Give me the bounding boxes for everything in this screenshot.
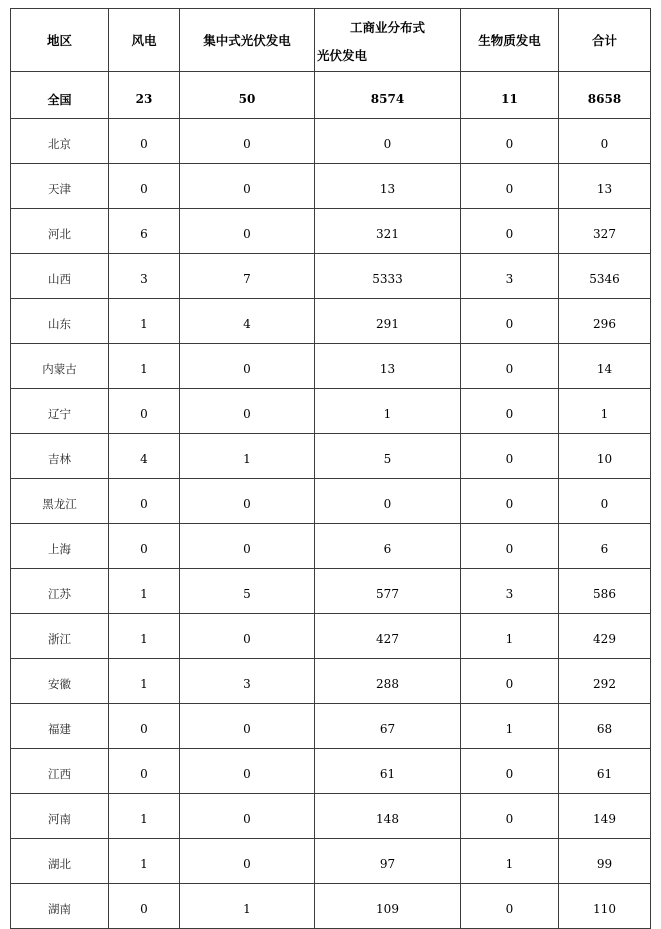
cell-wind: 1 (109, 299, 180, 344)
cell-central-pv: 0 (180, 164, 315, 209)
cell-wind: 0 (109, 524, 180, 569)
cell-biomass: 0 (461, 479, 559, 524)
cell-biomass: 0 (461, 389, 559, 434)
cell-distributed-pv: 5333 (315, 254, 461, 299)
cell-region: 吉林 (11, 434, 109, 479)
cell-biomass: 3 (461, 254, 559, 299)
table-row (11, 524, 651, 569)
cell-distributed-pv: 13 (315, 164, 461, 209)
table-row (11, 389, 651, 434)
cell-region: 河南 (11, 794, 109, 839)
cell-wind: 0 (109, 119, 180, 164)
table-row (11, 704, 651, 749)
table-row (11, 344, 651, 389)
cell-total: 327 (559, 209, 651, 254)
cell-total: 14 (559, 344, 651, 389)
cell-distributed-pv: 577 (315, 569, 461, 614)
cell-total: 110 (559, 884, 651, 929)
cell-biomass: 0 (461, 164, 559, 209)
cell-total: 6 (559, 524, 651, 569)
cell-central-pv: 3 (180, 659, 315, 704)
cell-wind: 0 (109, 164, 180, 209)
cell-wind: 0 (109, 479, 180, 524)
cell-central-pv: 7 (180, 254, 315, 299)
cell-distributed-pv: 288 (315, 659, 461, 704)
cell-distributed-pv: 0 (315, 119, 461, 164)
cell-central-pv: 0 (180, 479, 315, 524)
cell-distributed-pv: 61 (315, 749, 461, 794)
cell-wind: 23 (109, 72, 180, 119)
cell-region: 上海 (11, 524, 109, 569)
header-central-pv: 集中式光伏发电 (180, 9, 315, 72)
cell-total: 292 (559, 659, 651, 704)
national-total-row (11, 72, 651, 119)
cell-biomass: 0 (461, 434, 559, 479)
cell-region: 北京 (11, 119, 109, 164)
cell-total: 0 (559, 119, 651, 164)
cell-region: 山西 (11, 254, 109, 299)
cell-region: 江西 (11, 749, 109, 794)
cell-region: 山东 (11, 299, 109, 344)
cell-central-pv: 0 (180, 839, 315, 884)
cell-central-pv: 50 (180, 72, 315, 119)
cell-total: 1 (559, 389, 651, 434)
cell-total: 68 (559, 704, 651, 749)
cell-central-pv: 0 (180, 389, 315, 434)
cell-wind: 1 (109, 569, 180, 614)
cell-region: 河北 (11, 209, 109, 254)
header-total: 合计 (559, 9, 651, 72)
cell-biomass: 1 (461, 704, 559, 749)
cell-biomass: 0 (461, 659, 559, 704)
cell-central-pv: 0 (180, 524, 315, 569)
cell-total: 0 (559, 479, 651, 524)
cell-biomass: 0 (461, 524, 559, 569)
cell-central-pv: 1 (180, 434, 315, 479)
cell-central-pv: 0 (180, 704, 315, 749)
header-region: 地区 (11, 9, 109, 72)
cell-wind: 1 (109, 344, 180, 389)
cell-total: 8658 (559, 72, 651, 119)
table-row (11, 569, 651, 614)
cell-distributed-pv: 1 (315, 389, 461, 434)
cell-distributed-pv: 8574 (315, 72, 461, 119)
cell-central-pv: 0 (180, 614, 315, 659)
cell-total: 5346 (559, 254, 651, 299)
cell-central-pv: 0 (180, 344, 315, 389)
table-row (11, 749, 651, 794)
table-row (11, 164, 651, 209)
cell-biomass: 0 (461, 209, 559, 254)
cell-wind: 0 (109, 389, 180, 434)
cell-region: 福建 (11, 704, 109, 749)
cell-region: 江苏 (11, 569, 109, 614)
table-row (11, 254, 651, 299)
table-header (11, 9, 651, 72)
cell-total: 10 (559, 434, 651, 479)
cell-distributed-pv: 0 (315, 479, 461, 524)
cell-biomass: 0 (461, 299, 559, 344)
cell-central-pv: 1 (180, 884, 315, 929)
cell-region: 辽宁 (11, 389, 109, 434)
table-row (11, 659, 651, 704)
cell-wind: 6 (109, 209, 180, 254)
cell-biomass: 0 (461, 794, 559, 839)
cell-region: 湖南 (11, 884, 109, 929)
cell-central-pv: 0 (180, 794, 315, 839)
cell-distributed-pv: 97 (315, 839, 461, 884)
cell-distributed-pv: 321 (315, 209, 461, 254)
cell-wind: 0 (109, 704, 180, 749)
cell-total: 429 (559, 614, 651, 659)
cell-biomass: 0 (461, 119, 559, 164)
cell-central-pv: 0 (180, 209, 315, 254)
cell-biomass: 11 (461, 72, 559, 119)
cell-total: 586 (559, 569, 651, 614)
cell-biomass: 3 (461, 569, 559, 614)
cell-distributed-pv: 67 (315, 704, 461, 749)
cell-distributed-pv: 6 (315, 524, 461, 569)
table-row (11, 299, 651, 344)
cell-wind: 1 (109, 614, 180, 659)
cell-distributed-pv: 427 (315, 614, 461, 659)
table-row (11, 884, 651, 929)
header-biomass: 生物质发电 (461, 9, 559, 72)
cell-wind: 0 (109, 884, 180, 929)
cell-biomass: 1 (461, 839, 559, 884)
table-row (11, 119, 651, 164)
cell-wind: 1 (109, 794, 180, 839)
cell-region: 天津 (11, 164, 109, 209)
cell-wind: 3 (109, 254, 180, 299)
table-row (11, 479, 651, 524)
header-distributed-pv-line1: 工商业分布式 (349, 20, 425, 35)
cell-central-pv: 0 (180, 749, 315, 794)
cell-wind: 0 (109, 749, 180, 794)
table-row (11, 614, 651, 659)
cell-distributed-pv: 5 (315, 434, 461, 479)
cell-distributed-pv: 291 (315, 299, 461, 344)
statistics-table (10, 8, 651, 929)
table-row (11, 794, 651, 839)
cell-wind: 4 (109, 434, 180, 479)
cell-biomass: 0 (461, 344, 559, 389)
cell-biomass: 0 (461, 749, 559, 794)
cell-biomass: 1 (461, 614, 559, 659)
cell-total: 99 (559, 839, 651, 884)
cell-region: 浙江 (11, 614, 109, 659)
cell-distributed-pv: 13 (315, 344, 461, 389)
table-row (11, 839, 651, 884)
cell-distributed-pv: 109 (315, 884, 461, 929)
cell-region: 黑龙江 (11, 479, 109, 524)
cell-total: 61 (559, 749, 651, 794)
cell-region: 湖北 (11, 839, 109, 884)
cell-central-pv: 5 (180, 569, 315, 614)
table-body (11, 72, 651, 929)
cell-central-pv: 4 (180, 299, 315, 344)
cell-total: 296 (559, 299, 651, 344)
header-wind: 风电 (109, 9, 180, 72)
cell-total: 149 (559, 794, 651, 839)
table-row (11, 434, 651, 479)
cell-wind: 1 (109, 659, 180, 704)
table-row (11, 209, 651, 254)
cell-distributed-pv: 148 (315, 794, 461, 839)
cell-wind: 1 (109, 839, 180, 884)
cell-central-pv: 0 (180, 119, 315, 164)
cell-total: 13 (559, 164, 651, 209)
cell-biomass: 0 (461, 884, 559, 929)
header-distributed-pv (315, 9, 461, 72)
header-distributed-pv-line2: 光伏发电 (317, 48, 368, 63)
cell-region: 全国 (11, 72, 109, 119)
cell-region: 安徽 (11, 659, 109, 704)
cell-region: 内蒙古 (11, 344, 109, 389)
header-row (11, 9, 651, 72)
